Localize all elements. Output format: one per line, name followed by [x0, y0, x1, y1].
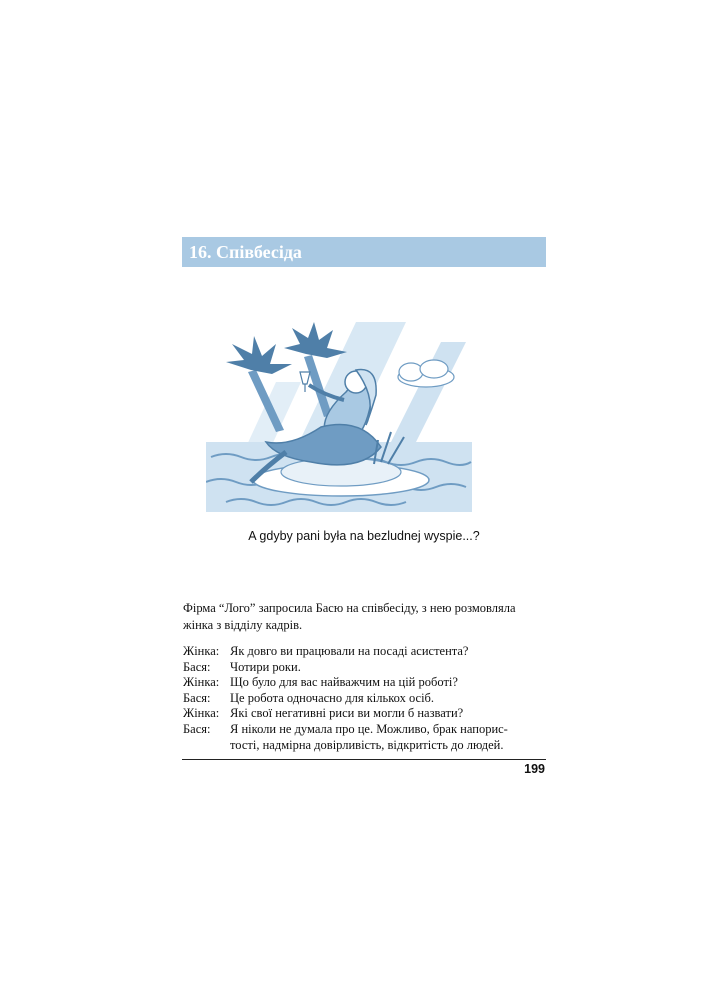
dialogue-line-text: Чотири роки. — [230, 659, 301, 674]
speaker-label: Бася: — [183, 721, 211, 736]
dialogue-row — [183, 644, 545, 660]
dialogue — [183, 644, 545, 753]
speaker-label: Жінка: — [183, 675, 220, 690]
speaker-label: Бася: — [183, 690, 211, 705]
speaker-label: Жінка: — [183, 644, 220, 658]
dialogue-line — [230, 722, 545, 753]
dialogue-line — [230, 706, 545, 722]
dialogue-line-text: Я ніколи не думала про це. Можливо, брак напорис- — [230, 721, 508, 736]
cartoon-woman-on-desert-island-illustration — [206, 322, 472, 512]
dialogue-line-text: Це робота одночасно для кількох осіб. — [230, 690, 435, 705]
speaker-label: Бася: — [183, 659, 211, 674]
dialogue-line — [230, 660, 545, 676]
dialogue-line-text: Як довго ви працювали на посаді асистента? — [230, 644, 469, 658]
dialogue-row — [183, 691, 545, 707]
footer-divider — [182, 759, 546, 760]
dialogue-line-text: Які свої негативні риси ви могли б назвати? — [230, 706, 464, 721]
speaker-label: Жінка: — [183, 706, 220, 721]
dialogue-row — [183, 722, 545, 753]
dialogue-row — [183, 675, 545, 691]
dialogue-row — [183, 706, 545, 722]
dialogue-line — [230, 644, 545, 660]
dialogue-row — [183, 660, 545, 676]
page-number: 199 — [524, 762, 545, 776]
dialogue-line-text: тості, надмірна довірливість, відкритість до людей. — [230, 737, 504, 752]
dialogue-line — [230, 691, 545, 707]
intro-line: Фірма “Лого” запросила Басю на співбесіду, з нею розмовляла — [183, 601, 516, 615]
chapter-header-banner — [182, 237, 546, 267]
chapter-title: 16. Співбесіда — [189, 242, 302, 262]
illustration-caption: A gdyby pani była na bezludnej wyspie...? — [248, 529, 480, 543]
dialogue-line-text: Що було для вас найважчим на цій роботі? — [230, 675, 458, 690]
intro-paragraph — [183, 600, 543, 634]
intro-line: жінка з відділу кадрів. — [183, 618, 303, 632]
dialogue-line — [230, 675, 545, 691]
